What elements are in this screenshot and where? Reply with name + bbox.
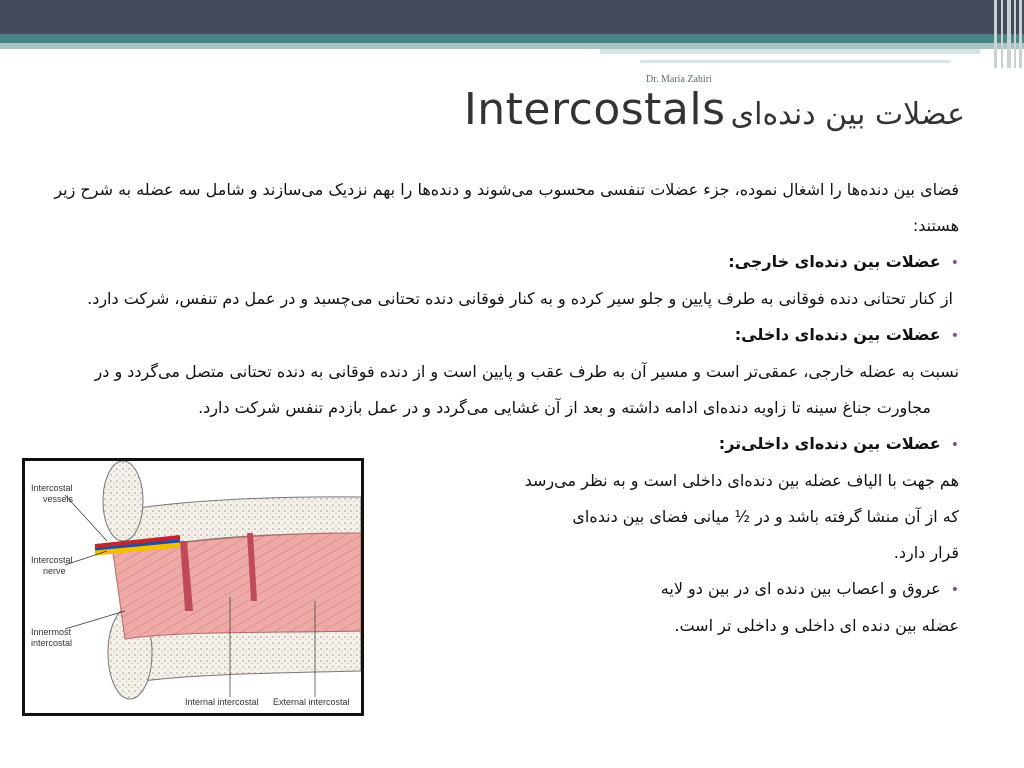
header-vertical-stripes — [988, 0, 1024, 68]
external-heading: عضلات بین دنده‌ای خارجی: — [728, 252, 941, 271]
bullet-dot-icon: • — [950, 328, 959, 344]
label-internal: Internal intercostal — [185, 697, 259, 707]
title-persian: عضلات بین دنده‌ای — [730, 97, 965, 132]
slide-title — [400, 84, 965, 142]
innermost-heading: عضلات بین دنده‌ای داخلی‌تر: — [718, 434, 941, 453]
header-pale-band — [600, 49, 980, 54]
innermost-line-2: که از آن منشا گرفته باشد و در ½ میانی فضای بین دنده‌ای — [572, 507, 959, 526]
bullet-dot-icon: • — [950, 582, 959, 598]
header-pale-line — [640, 60, 950, 63]
header-dark-band — [0, 0, 1024, 34]
bullet-external — [39, 244, 959, 281]
label-nerve-1: Intercostal — [31, 555, 73, 565]
label-vessels-1: Intercostal — [31, 483, 73, 493]
label-external: External intercostal — [273, 697, 350, 707]
anatomy-illustration — [25, 461, 361, 713]
innermost-line-3: قرار دارد. — [893, 543, 959, 562]
intro-paragraph: فضای بین دنده‌ها را اشغال نموده، جزء عضلات تنفسی محسوب می‌شوند و دنده‌ها را بهم نزدیک می‌سازند و شامل سه عضله به شرح زیر هستند: — [54, 180, 959, 235]
title-latin: Intercostals — [463, 84, 726, 135]
author-name: Dr. Maria Zahiri — [646, 74, 712, 85]
vessels-line-2: عضله بین دنده ای داخلی و داخلی تر است. — [674, 616, 959, 635]
header-teal-band — [0, 34, 1024, 43]
innermost-line-1: هم جهت با الیاف عضله بین دنده‌ای داخلی است و به نظر می‌رسد — [524, 471, 959, 490]
intercostal-anatomy-figure — [22, 458, 364, 716]
label-innermost-2: intercostal — [31, 638, 73, 648]
label-innermost-1: Innermost — [31, 627, 72, 637]
bullet-dot-icon: • — [950, 255, 959, 271]
bullet-internal — [39, 317, 959, 354]
internal-heading: عضلات بین دنده‌ای داخلی: — [734, 325, 941, 344]
label-vessels-2: vessels — [43, 494, 74, 504]
external-text: از کنار تحتانی دنده فوقانی به طرف پایین و جلو سیر کرده و به کنار فوقانی دنده تحتانی می‌چسبد و در عمل دم تنفس، شرکت دارد. — [87, 289, 953, 308]
label-nerve-2: nerve — [43, 566, 66, 576]
internal-text: نسبت به عضله خارجی، عمقی‌تر است و مسیر آن به طرف عقب و پایین است و از دنده فوقانی به دنده تحتانی متصل می‌گردد و در مجاورت جناغ سینه تا زاویه دنده‌ای ادامه داشته و بعد از آن غشایی می‌گردد و در عمل بازدم تنفس شرکت دارد. — [94, 362, 959, 417]
vessels-line-1: عروق و اعصاب بین دنده ای در بین دو لایه — [660, 579, 941, 598]
bullet-dot-icon: • — [950, 437, 959, 453]
